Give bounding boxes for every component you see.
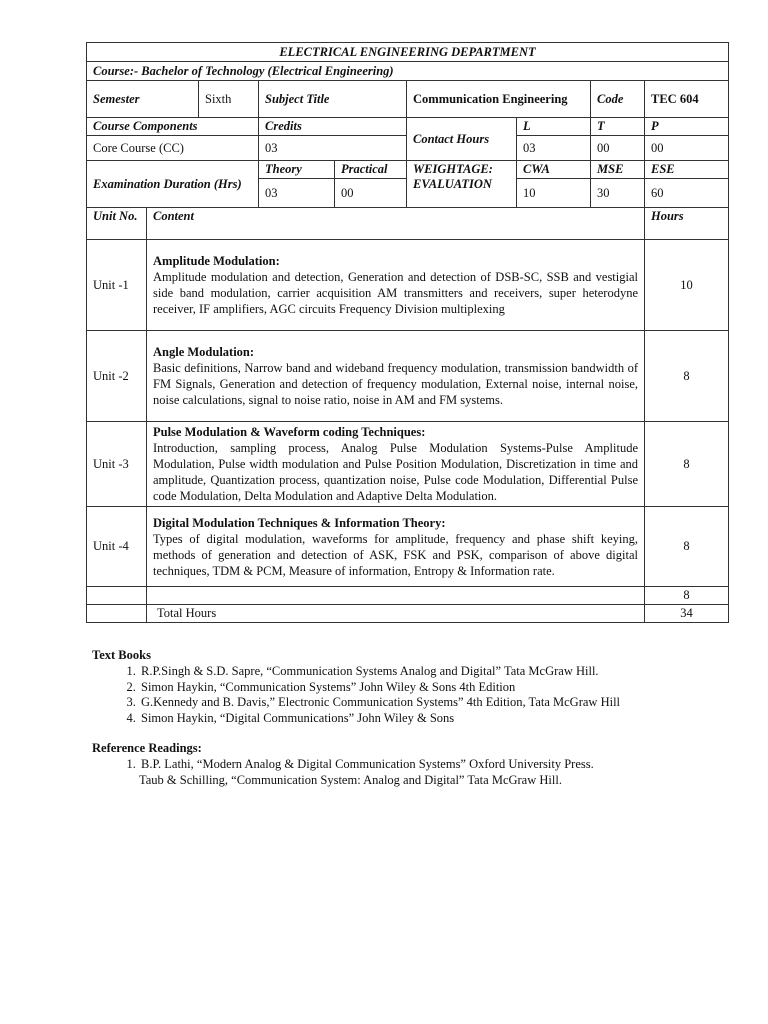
unit-hours: 8 [645,331,729,422]
unit-content [147,422,645,507]
t-label: T [591,118,645,136]
unit-content [147,507,645,587]
unit-number: Unit -4 [87,507,147,587]
l-label: L [517,118,591,136]
unit-row [87,240,729,331]
references-section [92,648,672,788]
code-label: Code [591,81,645,118]
list-item: 2. Simon Haykin, “Communication Systems” John Wiley & Sons 4th Edition [139,680,672,696]
course-component-value: Core Course (CC) [87,136,259,161]
unit-row [87,507,729,587]
department-title: ELECTRICAL ENGINEERING DEPARTMENT [87,43,729,62]
syllabus-table [86,42,729,623]
unit-row [87,422,729,507]
reference-continuation: Taub & Schilling, “Communication System: Analog and Digital” Tata McGraw Hill. [139,772,562,787]
unit-title: Angle Modulation: [153,345,255,359]
unit-row [87,331,729,422]
cwa-label: CWA [517,161,591,179]
unit-number: Unit -1 [87,240,147,331]
unit-body: Basic definitions, Narrow band and wideband frequency modulation, transmission bandwidth of FM Signals, Generation and detection of frequency modulation, External noise, internal noise, noise calculations, signal to noise ratio, noise in AM and FM systems. [153,361,638,407]
total-hours-value: 34 [645,605,729,623]
reference-heading: Reference Readings: [92,741,202,755]
unit-content [147,331,645,422]
list-item: 1. R.P.Singh & S.D. Sapre, “Communication Systems Analog and Digital” Tata McGraw Hill. [139,664,672,680]
mse-label: MSE [591,161,645,179]
unit-number: Unit -2 [87,331,147,422]
t-value: 00 [591,136,645,161]
list-item: 1. B.P. Lathi, “Modern Analog & Digital Communication Systems” Oxford University Press. [139,757,672,773]
references-list [92,757,672,773]
text-books-heading: Text Books [92,648,151,662]
list-item: 4. Simon Haykin, “Digital Communications” John Wiley & Sons [139,711,672,727]
theory-value: 03 [259,179,335,208]
semester-label: Semester [87,81,199,118]
unit-title: Digital Modulation Techniques & Information Theory: [153,515,446,530]
content-label: Content [147,208,645,240]
extra-row-hours: 8 [645,587,729,605]
l-value: 03 [517,136,591,161]
practical-label: Practical [335,161,407,179]
p-label: P [645,118,729,136]
unit-hours: 8 [645,422,729,507]
unit-title: Amplitude Modulation: [153,254,280,268]
course-title: Course:- Bachelor of Technology (Electrical Engineering) [87,62,729,81]
ese-value: 60 [645,179,729,208]
theory-label: Theory [259,161,335,179]
unit-hours: 8 [645,507,729,587]
unit-body: Types of digital modulation, waveforms for amplitude, frequency and phase shift keying, methods of generation and detection of ASK, FSK and PSK, comparison of above digital techniques, TDM & PCM, Measure of information, Entropy & Information rate. [153,531,638,578]
ese-label: ESE [645,161,729,179]
unit-body: Amplitude modulation and detection, Generation and detection of DSB-SC, SSB and vestigial side band modulation, carrier acquisition AM transmitters and receivers, super heterodyne receiver, IF amplifiers, AGC circuits Frequency Division multiplexing [153,270,638,316]
course-components-label: Course Components [87,118,259,136]
code-value: TEC 604 [645,81,729,118]
unit-no-label: Unit No. [87,208,147,240]
hours-label: Hours [645,208,729,240]
total-hours-label: Total Hours [147,605,645,623]
credits-label: Credits [259,118,407,136]
p-value: 00 [645,136,729,161]
contact-hours-label: Contact Hours [407,118,517,161]
semester-value: Sixth [199,81,259,118]
text-books-list [92,664,672,726]
exam-duration-label: Examination Duration (Hrs) [87,161,259,208]
unit-body: Introduction, sampling process, Analog Pulse Modulation Systems-Pulse Amplitude Modulation, Pulse width modulation and Pulse Position Modulation, Discretization in time and amplitude, Quantization process, quantization noise, Pulse code Modulation, Differential Pulse code Modulation, Delta Modulation and Adaptive Delta Modulation. [153,441,638,503]
unit-title: Pulse Modulation & Waveform coding Techniques: [153,425,426,439]
mse-value: 30 [591,179,645,208]
practical-value: 00 [335,179,407,208]
weightage-label: WEIGHTAGE: EVALUATION [407,161,517,208]
unit-content [147,240,645,331]
unit-hours: 10 [645,240,729,331]
cwa-value: 10 [517,179,591,208]
subject-title-label: Subject Title [259,81,407,118]
subject-title-value: Communication Engineering [407,81,591,118]
credits-value: 03 [259,136,407,161]
unit-number: Unit -3 [87,422,147,507]
list-item: 3. G.Kennedy and B. Davis,” Electronic Communication Systems” 4th Edition, Tata McGraw Hill [139,695,672,711]
